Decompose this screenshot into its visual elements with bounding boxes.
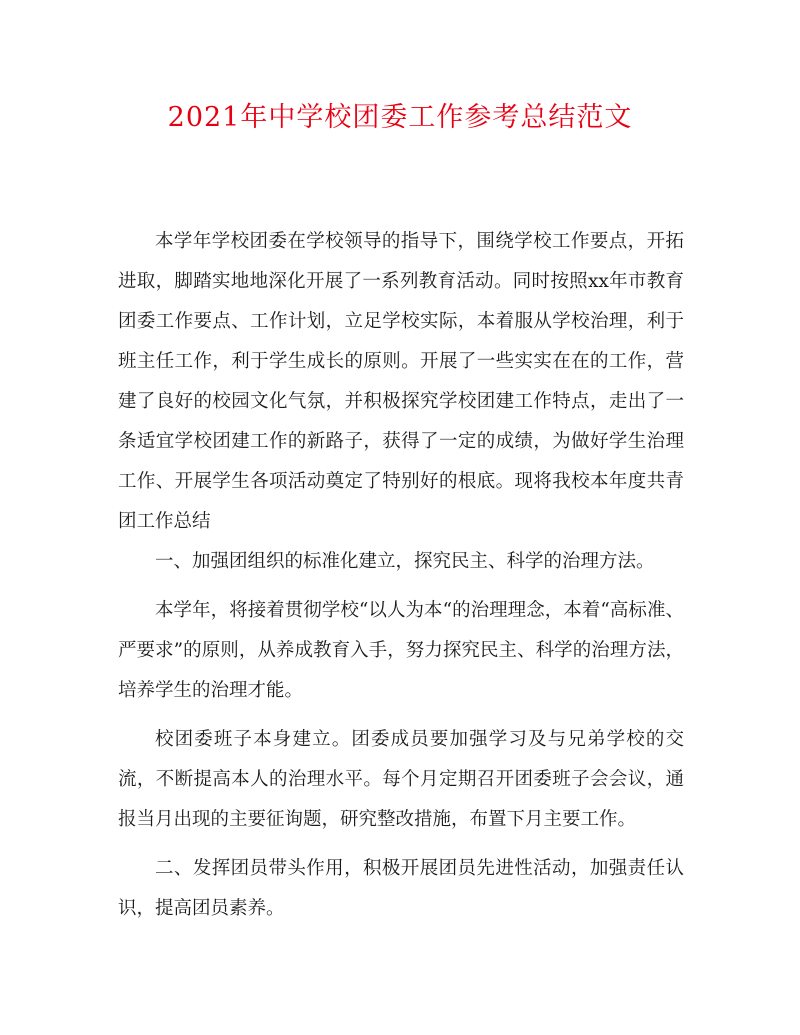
- paragraph-committee: 校团委班子本身建立。团委成员要加强学习及与兄弟学校的交流，不断提高本人的治理水平。每个月定期召开团委班子会会议，通报当月出现的主要征询题，研究整改措施，布置下月主要工作。: [118, 729, 684, 830]
- paragraph-section-2-heading: 二、发挥团员带头作用，积极开展团员先进性活动，加强责任认识，提高团员素养。: [118, 858, 684, 919]
- paragraph-section-1-heading: 一、加强团组织的标准化建立，探究民主、科学的治理方法。: [155, 551, 655, 572]
- paragraph-intro: 本学年学校团委在学校领导的指导下，围绕学校工作要点，开拓进取，脚踏实地地深化开展了一系列教育活动。同时按照xx年市教育团委工作要点、工作计划，立足学校实际，本着服从学校治理，利于班主任工作，利于学生成长的原则。开展了一些实实在在的工作，营建了良好的校园文化气氛，并积极探究学校团建工作特点，走出了一条适宜学校团建工作的新路子，获得了一定的成绩，为做好学生治理工作、开展学生各项活动奠定了特别好的根底。现将我校本年度共青团工作总结: [118, 231, 684, 532]
- document-title: 2021年中学校团委工作参考总结范文: [167, 102, 633, 133]
- document-body: [118, 222, 684, 938]
- paragraph-section-1-body: 本学年，将接着贯彻学校“以人为本“的治理理念，本着“高标准、严要求”的原则，从养成教育入手，努力探究民主、科学的治理方法，培养学生的治理才能。: [118, 600, 684, 701]
